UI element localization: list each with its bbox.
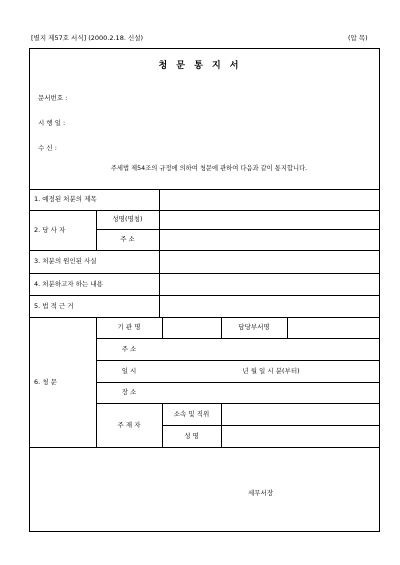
label-agency-name: 기 관 명 xyxy=(117,323,141,332)
meta-document-number: 문서번호 : xyxy=(38,94,68,102)
label-cause-facts: 3. 처분의 원인된 사실 xyxy=(34,257,97,266)
label-affiliation: 소속 및 직위 xyxy=(173,409,210,418)
label-department: 담당부서명 xyxy=(238,323,270,332)
form-number: [별지 제57호 서식] (2000.2.18. 신설) xyxy=(31,34,144,42)
meta-effective-date: 시 행 일 : xyxy=(38,119,66,127)
label-legal-basis: 5. 법 적 근 거 xyxy=(34,301,74,310)
divider xyxy=(287,317,288,338)
label-datetime: 일 시 xyxy=(121,366,137,375)
issuer: 세무서장 xyxy=(248,489,274,497)
label-place: 장 소 xyxy=(121,388,137,397)
label-proposed-disposition: 1. 예정된 처분의 제목 xyxy=(34,195,97,204)
divider xyxy=(221,403,222,447)
divider xyxy=(162,317,163,338)
meta-recipient: 수 신 : xyxy=(38,144,57,152)
label-hearing-address: 주 소 xyxy=(121,344,137,353)
label-officer-name: 성 명 xyxy=(184,431,199,440)
label-presiding-officer: 주 재 자 xyxy=(117,420,141,429)
label-party: 2. 당 사 자 xyxy=(34,225,66,234)
datetime-format: 년 월 일 시 분(부터) xyxy=(242,366,300,375)
label-party-address: 주 소 xyxy=(120,235,135,244)
divider xyxy=(159,189,160,317)
paper-type: (압 목) xyxy=(348,34,368,42)
document-title: 청 문 통 지 서 xyxy=(158,61,242,71)
label-disposition-content: 4. 처분하고자 하는 내용 xyxy=(34,279,103,288)
intro-text: 주세법 제54조의 규정에 의하여 청문에 관하여 다음과 같이 통지합니다. xyxy=(110,165,308,172)
label-party-name: 성명(명칭) xyxy=(112,215,143,224)
label-hearing: 6. 청 문 xyxy=(34,377,57,386)
divider xyxy=(29,447,380,448)
